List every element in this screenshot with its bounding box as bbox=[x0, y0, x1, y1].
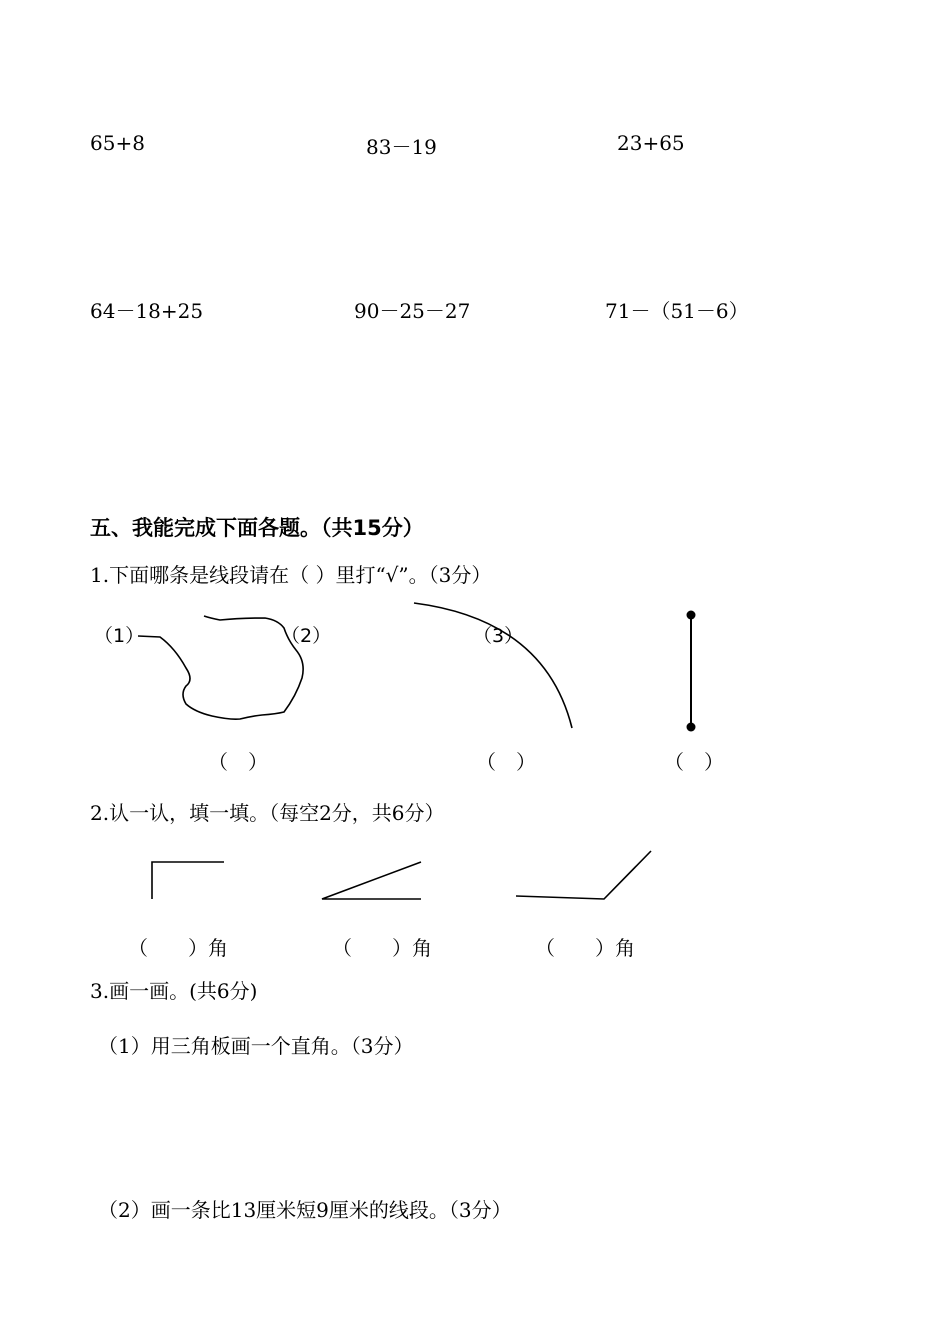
answer-blank-3[interactable]: （ ） bbox=[664, 750, 724, 774]
angle-answer-3[interactable]: （ ）角 bbox=[535, 936, 635, 960]
calc-3: 23+65 bbox=[617, 131, 685, 155]
section-heading: 五、我能完成下面各题。（共15分） bbox=[90, 516, 424, 540]
answer-blank-2[interactable]: （ ） bbox=[476, 750, 536, 774]
question-1-title: 1.下面哪条是线段请在（ ）里打“√”。（3分） bbox=[90, 563, 492, 587]
calc-2: 83－19 bbox=[366, 135, 437, 159]
calc-6: 71－（51－6） bbox=[605, 299, 749, 323]
figure-label-2: （2） bbox=[281, 625, 332, 647]
angle-answer-1[interactable]: （ ）角 bbox=[128, 936, 228, 960]
question-3-part-1: （1）用三角板画一个直角。（3分） bbox=[98, 1034, 414, 1058]
calc-5: 90－25－27 bbox=[354, 299, 471, 323]
question-3-title: 3.画一画。(共6分) bbox=[90, 979, 258, 1003]
arc-curve bbox=[414, 603, 572, 728]
angle-answer-2[interactable]: （ ）角 bbox=[332, 936, 432, 960]
segment-endpoint-bottom bbox=[687, 723, 696, 732]
segment-endpoint-top bbox=[687, 611, 696, 620]
figure-label-3: （3） bbox=[473, 625, 524, 647]
calc-4: 64－18+25 bbox=[90, 299, 204, 323]
acute-angle-figure bbox=[322, 862, 421, 899]
calc-1: 65+8 bbox=[90, 131, 145, 155]
irregular-curve bbox=[138, 616, 303, 719]
question-3-part-2: （2）画一条比13厘米短9厘米的线段。（3分） bbox=[98, 1198, 512, 1222]
figure-label-1: （1） bbox=[94, 625, 145, 647]
obtuse-angle-figure bbox=[516, 851, 651, 899]
answer-blank-1[interactable]: （ ） bbox=[208, 750, 268, 774]
question-2-title: 2.认一认，填一填。（每空2分，共6分） bbox=[90, 801, 445, 825]
right-angle-figure bbox=[152, 862, 224, 899]
